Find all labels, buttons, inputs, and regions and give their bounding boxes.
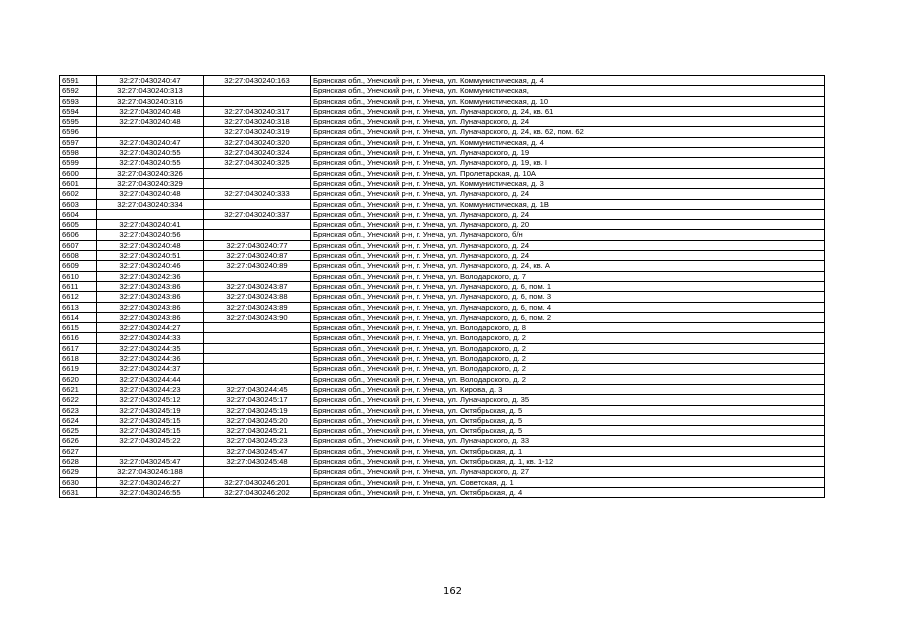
table-row <box>60 178 825 188</box>
cadastral-number-cell: 32:27:0430245:15 <box>97 426 204 436</box>
row-number-cell: 6599 <box>60 158 97 168</box>
table-row <box>60 446 825 456</box>
row-number-cell: 6613 <box>60 302 97 312</box>
address-cell: Брянская обл., Унечский р-н, г. Унеча, ул. Октябрьская, д. 1, кв. 1-12 <box>311 456 825 466</box>
cadastral-number-cell: 32:27:0430240:329 <box>97 178 204 188</box>
address-cell: Брянская обл., Унечский р-н, г. Унеча, ул. Октябрьская, д. 1 <box>311 446 825 456</box>
address-cell: Брянская обл., Унечский р-н, г. Унеча, ул. Луначарского, д. 27 <box>311 467 825 477</box>
cadastral-number-cell: 32:27:0430244:37 <box>97 364 204 374</box>
table-row <box>60 209 825 219</box>
address-cell: Брянская обл., Унечский р-н, г. Унеча, ул. Луначарского, д. 6, пом. 1 <box>311 281 825 291</box>
parent-cadastral-number-cell: 32:27:0430243:87 <box>204 281 311 291</box>
row-number-cell: 6598 <box>60 148 97 158</box>
row-number-cell: 6605 <box>60 220 97 230</box>
row-number-cell: 6611 <box>60 281 97 291</box>
page-number: 162 <box>442 586 463 597</box>
row-number-cell: 6622 <box>60 395 97 405</box>
row-number-cell: 6602 <box>60 189 97 199</box>
address-cell: Брянская обл., Унечский р-н, г. Унеча, ул. Луначарского, д. 19 <box>311 148 825 158</box>
address-cell: Брянская обл., Унечский р-н, г. Унеча, ул. Коммунистическая, д. 4 <box>311 137 825 147</box>
cadastral-number-cell: 32:27:0430240:48 <box>97 117 204 127</box>
parent-cadastral-number-cell: 32:27:0430245:19 <box>204 405 311 415</box>
table-row <box>60 302 825 312</box>
parent-cadastral-number-cell: 32:27:0430246:201 <box>204 477 311 487</box>
table-row <box>60 96 825 106</box>
parent-cadastral-number-cell: 32:27:0430244:45 <box>204 384 311 394</box>
address-cell: Брянская обл., Унечский р-н, г. Унеча, ул. Володарского, д. 2 <box>311 343 825 353</box>
address-cell: Брянская обл., Унечский р-н, г. Унеча, ул. Луначарского, д. 24, кв. А <box>311 261 825 271</box>
address-cell: Брянская обл., Унечский р-н, г. Унеча, ул. Коммунистическая, д. 4 <box>311 76 825 86</box>
parent-cadastral-number-cell: 32:27:0430240:320 <box>204 137 311 147</box>
cadastral-number-cell: 32:27:0430240:55 <box>97 148 204 158</box>
row-number-cell: 6592 <box>60 86 97 96</box>
row-number-cell: 6604 <box>60 209 97 219</box>
address-cell: Брянская обл., Унечский р-н, г. Унеча, ул. Коммунистическая, д. 3 <box>311 178 825 188</box>
parent-cadastral-number-cell: 32:27:0430243:89 <box>204 302 311 312</box>
address-cell: Брянская обл., Унечский р-н, г. Унеча, ул. Луначарского, б/н <box>311 230 825 240</box>
cadastral-number-cell: 32:27:0430242:36 <box>97 271 204 281</box>
cadastral-number-cell: 32:27:0430244:36 <box>97 354 204 364</box>
table-row <box>60 199 825 209</box>
row-number-cell: 6621 <box>60 384 97 394</box>
address-cell: Брянская обл., Унечский р-н, г. Унеча, ул. Коммунистическая, <box>311 86 825 96</box>
parent-cadastral-number-cell <box>204 178 311 188</box>
row-number-cell: 6615 <box>60 323 97 333</box>
table-row <box>60 426 825 436</box>
address-cell: Брянская обл., Унечский р-н, г. Унеча, ул. Коммунистическая, д. 1В <box>311 199 825 209</box>
parent-cadastral-number-cell <box>204 343 311 353</box>
address-cell: Брянская обл., Унечский р-н, г. Унеча, ул. Октябрьская, д. 5 <box>311 426 825 436</box>
cadastral-number-cell: 32:27:0430243:86 <box>97 302 204 312</box>
parent-cadastral-number-cell <box>204 220 311 230</box>
table-row <box>60 220 825 230</box>
table-row <box>60 467 825 477</box>
cadastral-number-cell: 32:27:0430246:188 <box>97 467 204 477</box>
cadastral-number-cell: 32:27:0430240:55 <box>97 158 204 168</box>
cadastral-number-cell <box>97 127 204 137</box>
cadastral-number-cell: 32:27:0430245:22 <box>97 436 204 446</box>
table-row <box>60 148 825 158</box>
address-cell: Брянская обл., Унечский р-н, г. Унеча, ул. Луначарского, д. 24 <box>311 189 825 199</box>
parent-cadastral-number-cell: 32:27:0430240:318 <box>204 117 311 127</box>
address-cell: Брянская обл., Унечский р-н, г. Унеча, ул. Луначарского, д. 24 <box>311 240 825 250</box>
row-number-cell: 6616 <box>60 333 97 343</box>
parent-cadastral-number-cell: 32:27:0430240:324 <box>204 148 311 158</box>
table-row <box>60 405 825 415</box>
table-row <box>60 117 825 127</box>
cadastral-number-cell: 32:27:0430245:19 <box>97 405 204 415</box>
row-number-cell: 6601 <box>60 178 97 188</box>
cadastral-number-cell: 32:27:0430240:47 <box>97 137 204 147</box>
table-row <box>60 158 825 168</box>
row-number-cell: 6609 <box>60 261 97 271</box>
table-row <box>60 487 825 497</box>
parent-cadastral-number-cell <box>204 86 311 96</box>
table-row <box>60 374 825 384</box>
parent-cadastral-number-cell: 32:27:0430245:17 <box>204 395 311 405</box>
table-row <box>60 240 825 250</box>
cadastral-number-cell: 32:27:0430240:48 <box>97 189 204 199</box>
cadastral-number-cell: 32:27:0430243:86 <box>97 312 204 322</box>
row-number-cell: 6628 <box>60 456 97 466</box>
cadastral-number-cell: 32:27:0430244:33 <box>97 333 204 343</box>
table-row <box>60 137 825 147</box>
cadastral-number-cell: 32:27:0430245:15 <box>97 415 204 425</box>
parent-cadastral-number-cell: 32:27:0430240:319 <box>204 127 311 137</box>
table-row <box>60 189 825 199</box>
row-number-cell: 6594 <box>60 106 97 116</box>
address-cell: Брянская обл., Унечский р-н, г. Унеча, ул. Володарского, д. 2 <box>311 333 825 343</box>
cadastral-number-cell: 32:27:0430240:47 <box>97 76 204 86</box>
address-cell: Брянская обл., Унечский р-н, г. Унеча, ул. Володарского, д. 2 <box>311 364 825 374</box>
table-row <box>60 76 825 86</box>
cadastral-number-cell <box>97 209 204 219</box>
parent-cadastral-number-cell <box>204 168 311 178</box>
parent-cadastral-number-cell <box>204 364 311 374</box>
row-number-cell: 6593 <box>60 96 97 106</box>
table-row <box>60 281 825 291</box>
address-cell: Брянская обл., Унечский р-н, г. Унеча, ул. Луначарского, д. 35 <box>311 395 825 405</box>
address-cell: Брянская обл., Унечский р-н, г. Унеча, ул. Володарского, д. 8 <box>311 323 825 333</box>
row-number-cell: 6629 <box>60 467 97 477</box>
row-number-cell: 6595 <box>60 117 97 127</box>
parent-cadastral-number-cell: 32:27:0430243:88 <box>204 292 311 302</box>
cadastral-number-cell: 32:27:0430240:48 <box>97 240 204 250</box>
cadastral-number-cell: 32:27:0430240:51 <box>97 251 204 261</box>
table-row <box>60 261 825 271</box>
row-number-cell: 6597 <box>60 137 97 147</box>
cadastral-number-cell: 32:27:0430240:48 <box>97 106 204 116</box>
row-number-cell: 6603 <box>60 199 97 209</box>
address-cell: Брянская обл., Унечский р-н, г. Унеча, ул. Луначарского, д. 24 <box>311 117 825 127</box>
cadastral-number-cell: 32:27:0430243:86 <box>97 281 204 291</box>
table-row <box>60 333 825 343</box>
parent-cadastral-number-cell <box>204 271 311 281</box>
cadastral-number-cell: 32:27:0430243:86 <box>97 292 204 302</box>
table-row <box>60 477 825 487</box>
parent-cadastral-number-cell <box>204 199 311 209</box>
parent-cadastral-number-cell: 32:27:0430240:337 <box>204 209 311 219</box>
parent-cadastral-number-cell: 32:27:0430240:87 <box>204 251 311 261</box>
row-number-cell: 6608 <box>60 251 97 261</box>
parent-cadastral-number-cell <box>204 354 311 364</box>
table-row <box>60 456 825 466</box>
row-number-cell: 6630 <box>60 477 97 487</box>
parent-cadastral-number-cell: 32:27:0430245:21 <box>204 426 311 436</box>
parent-cadastral-number-cell <box>204 374 311 384</box>
address-cell: Брянская обл., Унечский р-н, г. Унеча, ул. Октябрьская, д. 4 <box>311 487 825 497</box>
table-row <box>60 168 825 178</box>
parent-cadastral-number-cell: 32:27:0430240:325 <box>204 158 311 168</box>
row-number-cell: 6626 <box>60 436 97 446</box>
table-row <box>60 230 825 240</box>
table-row <box>60 312 825 322</box>
parent-cadastral-number-cell <box>204 467 311 477</box>
parent-cadastral-number-cell: 32:27:0430245:20 <box>204 415 311 425</box>
row-number-cell: 6610 <box>60 271 97 281</box>
cadastral-number-cell: 32:27:0430244:27 <box>97 323 204 333</box>
row-number-cell: 6600 <box>60 168 97 178</box>
row-number-cell: 6631 <box>60 487 97 497</box>
parent-cadastral-number-cell <box>204 230 311 240</box>
cadastral-number-cell: 32:27:0430244:35 <box>97 343 204 353</box>
row-number-cell: 6591 <box>60 76 97 86</box>
cadastral-number-cell: 32:27:0430245:12 <box>97 395 204 405</box>
address-cell: Брянская обл., Унечский р-н, г. Унеча, ул. Луначарского, д. 24 <box>311 209 825 219</box>
address-cell: Брянская обл., Унечский р-н, г. Унеча, ул. Кирова, д. 3 <box>311 384 825 394</box>
table-row <box>60 127 825 137</box>
parent-cadastral-number-cell <box>204 96 311 106</box>
table-row <box>60 384 825 394</box>
address-cell: Брянская обл., Унечский р-н, г. Унеча, ул. Луначарского, д. 6, пом. 2 <box>311 312 825 322</box>
row-number-cell: 6607 <box>60 240 97 250</box>
cadastral-number-cell: 32:27:0430240:316 <box>97 96 204 106</box>
parent-cadastral-number-cell: 32:27:0430240:89 <box>204 261 311 271</box>
table-row <box>60 271 825 281</box>
row-number-cell: 6618 <box>60 354 97 364</box>
cadastral-number-cell: 32:27:0430244:44 <box>97 374 204 384</box>
address-cell: Брянская обл., Унечский р-н, г. Унеча, ул. Володарского, д. 2 <box>311 374 825 384</box>
address-cell: Брянская обл., Унечский р-н, г. Унеча, ул. Луначарского, д. 33 <box>311 436 825 446</box>
row-number-cell: 6596 <box>60 127 97 137</box>
table-row <box>60 86 825 96</box>
parent-cadastral-number-cell: 32:27:0430240:163 <box>204 76 311 86</box>
cadastral-number-cell: 32:27:0430240:326 <box>97 168 204 178</box>
table-row <box>60 364 825 374</box>
cadastral-number-cell: 32:27:0430240:41 <box>97 220 204 230</box>
table-row <box>60 415 825 425</box>
row-number-cell: 6617 <box>60 343 97 353</box>
row-number-cell: 6625 <box>60 426 97 436</box>
cadastral-number-cell: 32:27:0430240:56 <box>97 230 204 240</box>
address-cell: Брянская обл., Унечский р-н, г. Унеча, ул. Луначарского, д. 6, пом. 3 <box>311 292 825 302</box>
cadastral-number-cell: 32:27:0430244:23 <box>97 384 204 394</box>
row-number-cell: 6623 <box>60 405 97 415</box>
table-body <box>60 76 825 498</box>
row-number-cell: 6606 <box>60 230 97 240</box>
address-cell: Брянская обл., Унечский р-н, г. Унеча, ул. Советская, д. 1 <box>311 477 825 487</box>
parent-cadastral-number-cell <box>204 323 311 333</box>
table-row <box>60 251 825 261</box>
address-cell: Брянская обл., Унечский р-н, г. Унеча, ул. Коммунистическая, д. 10 <box>311 96 825 106</box>
cadastral-number-cell: 32:27:0430246:55 <box>97 487 204 497</box>
parent-cadastral-number-cell: 32:27:0430240:333 <box>204 189 311 199</box>
cadastral-number-cell: 32:27:0430246:27 <box>97 477 204 487</box>
table-row <box>60 354 825 364</box>
address-cell: Брянская обл., Унечский р-н, г. Унеча, ул. Володарского, д. 2 <box>311 354 825 364</box>
row-number-cell: 6627 <box>60 446 97 456</box>
address-cell: Брянская обл., Унечский р-н, г. Унеча, ул. Октябрьская, д. 5 <box>311 405 825 415</box>
parent-cadastral-number-cell: 32:27:0430240:77 <box>204 240 311 250</box>
table-row <box>60 343 825 353</box>
row-number-cell: 6624 <box>60 415 97 425</box>
row-number-cell: 6614 <box>60 312 97 322</box>
address-cell: Брянская обл., Унечский р-н, г. Унеча, ул. Октябрьская, д. 5 <box>311 415 825 425</box>
address-cell: Брянская обл., Унечский р-н, г. Унеча, ул. Луначарского, д. 6, пом. 4 <box>311 302 825 312</box>
parent-cadastral-number-cell: 32:27:0430245:47 <box>204 446 311 456</box>
data-table <box>59 75 825 498</box>
parent-cadastral-number-cell: 32:27:0430246:202 <box>204 487 311 497</box>
address-cell: Брянская обл., Унечский р-н, г. Унеча, ул. Луначарского, д. 24, кв. 62, пом. 62 <box>311 127 825 137</box>
cadastral-number-cell: 32:27:0430240:46 <box>97 261 204 271</box>
table-row <box>60 292 825 302</box>
cadastral-number-cell: 32:27:0430245:47 <box>97 456 204 466</box>
parent-cadastral-number-cell <box>204 333 311 343</box>
address-cell: Брянская обл., Унечский р-н, г. Унеча, ул. Луначарского, д. 24, кв. 61 <box>311 106 825 116</box>
row-number-cell: 6620 <box>60 374 97 384</box>
cadastral-number-cell: 32:27:0430240:334 <box>97 199 204 209</box>
cadastral-number-cell <box>97 446 204 456</box>
table-row <box>60 323 825 333</box>
table-row <box>60 106 825 116</box>
address-cell: Брянская обл., Унечский р-н, г. Унеча, ул. Луначарского, д. 20 <box>311 220 825 230</box>
address-cell: Брянская обл., Унечский р-н, г. Унеча, ул. Луначарского, д. 24 <box>311 251 825 261</box>
row-number-cell: 6619 <box>60 364 97 374</box>
address-cell: Брянская обл., Унечский р-н, г. Унеча, ул. Пролетарская, д. 10А <box>311 168 825 178</box>
address-cell: Брянская обл., Унечский р-н, г. Унеча, ул. Володарского, д. 7 <box>311 271 825 281</box>
address-cell: Брянская обл., Унечский р-н, г. Унеча, ул. Луначарского, д. 19, кв. I <box>311 158 825 168</box>
table-row <box>60 395 825 405</box>
parent-cadastral-number-cell: 32:27:0430245:23 <box>204 436 311 446</box>
parent-cadastral-number-cell: 32:27:0430245:48 <box>204 456 311 466</box>
table-row <box>60 436 825 446</box>
parent-cadastral-number-cell: 32:27:0430240:317 <box>204 106 311 116</box>
parent-cadastral-number-cell: 32:27:0430243:90 <box>204 312 311 322</box>
row-number-cell: 6612 <box>60 292 97 302</box>
cadastral-number-cell: 32:27:0430240:313 <box>97 86 204 96</box>
